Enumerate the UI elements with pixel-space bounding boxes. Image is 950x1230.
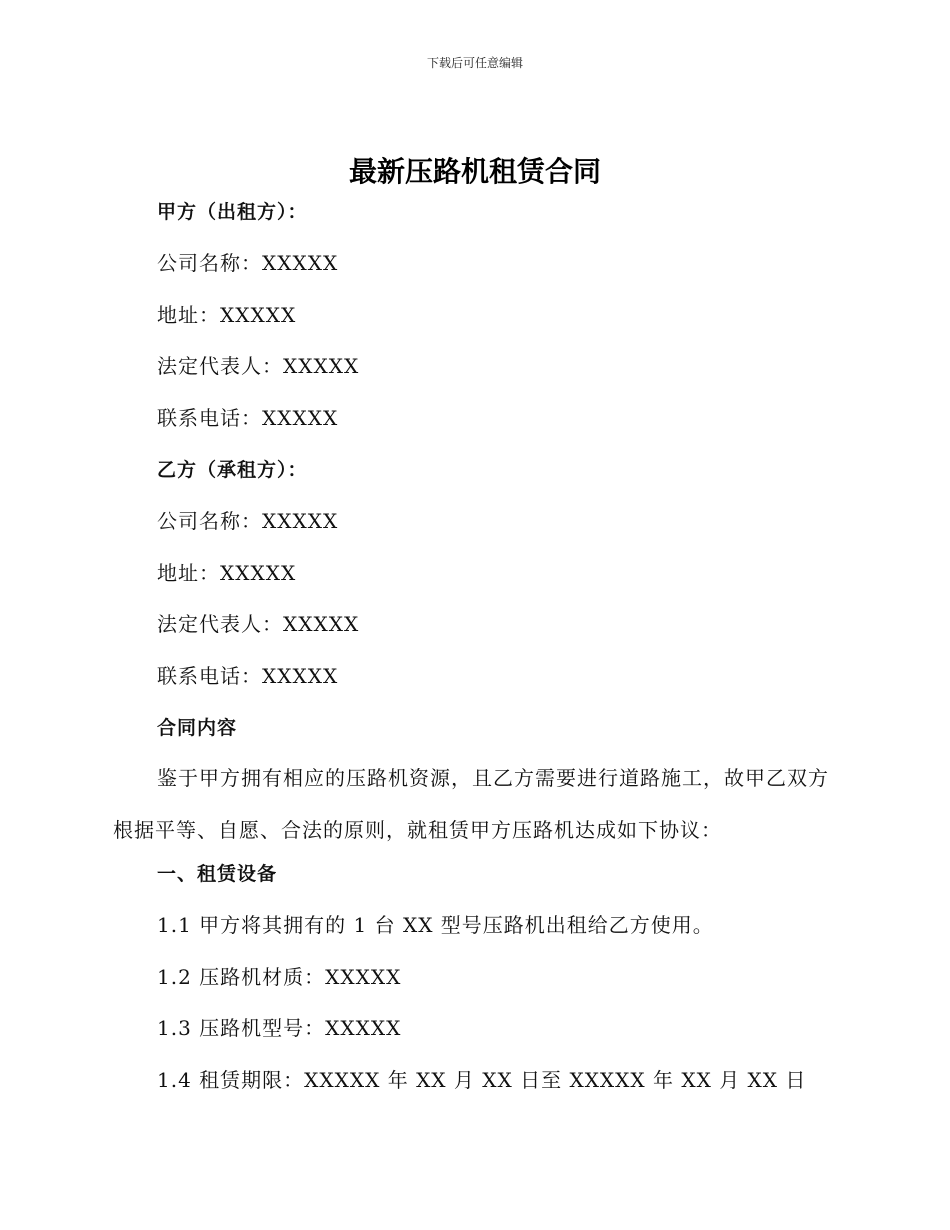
section-1-heading: 一、租赁设备 xyxy=(157,863,278,885)
party-a-heading: 甲方（出租方）： xyxy=(157,201,308,223)
party-a-address: 地址：XXXXX xyxy=(157,303,297,327)
header-note: 下载后可任意编辑 xyxy=(426,56,523,70)
party-a-company: 公司名称：XXXXX xyxy=(157,251,339,275)
section-1-item: 1.2 压路机材质：XXXXX xyxy=(157,965,402,989)
contract-heading: 合同内容 xyxy=(157,717,238,739)
party-a-phone: 联系电话：XXXXX xyxy=(157,406,339,430)
document-title: 最新压路机租赁合同 xyxy=(348,155,601,188)
party-b-company: 公司名称：XXXXX xyxy=(157,509,339,533)
section-1-item: 1.3 压路机型号：XXXXX xyxy=(157,1016,402,1040)
section-1-item: 1.1 甲方将其拥有的 1 台 XX 型号压路机出租给乙方使用。 xyxy=(157,913,714,937)
party-b-heading: 乙方（承租方）： xyxy=(157,459,308,481)
contract-intro: 鉴于甲方拥有相应的压路机资源，且乙方需要进行道路施工，故甲乙双方根据平等、自愿、合法的原则，就租赁甲方压路机达成如下协议： xyxy=(113,766,829,842)
party-a-representative: 法定代表人：XXXXX xyxy=(157,354,360,378)
section-1-item: 1.4 租赁期限：XXXXX 年 XX 月 XX 日至 XXXXX 年 XX 月 XX 日 xyxy=(157,1068,807,1092)
party-b-representative: 法定代表人：XXXXX xyxy=(157,612,360,636)
party-b-phone: 联系电话：XXXXX xyxy=(157,664,339,688)
party-b-address: 地址：XXXXX xyxy=(157,561,297,585)
